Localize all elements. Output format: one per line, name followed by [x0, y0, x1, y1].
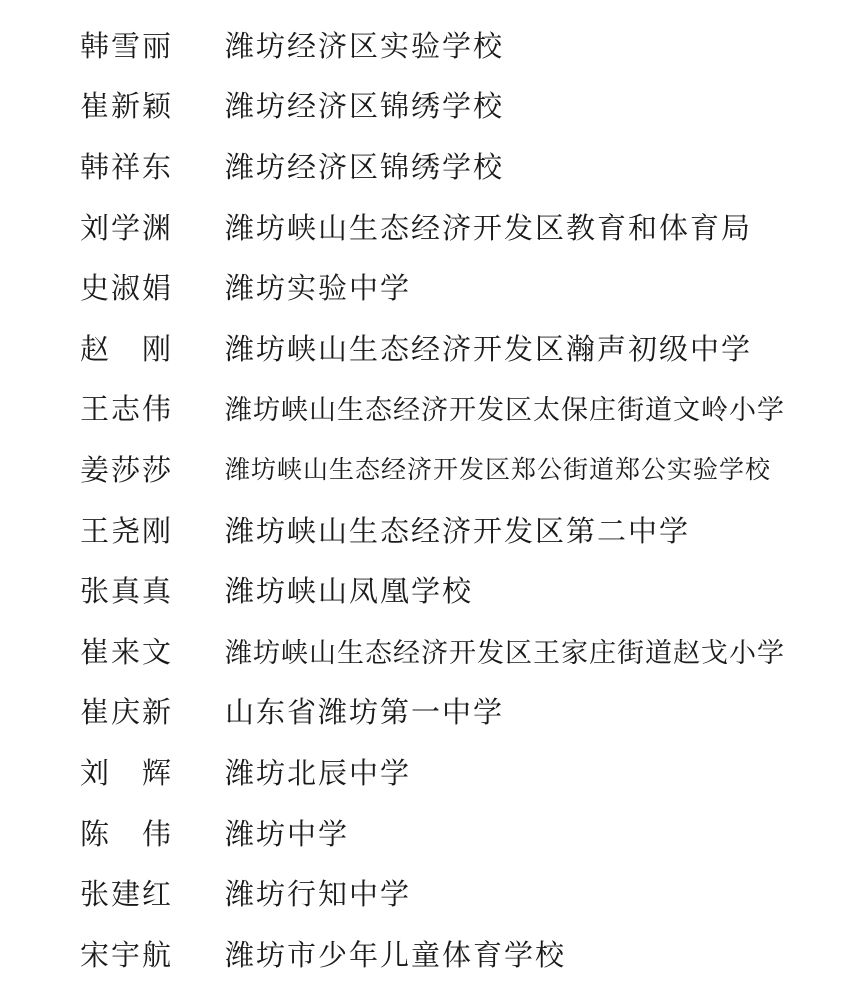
organization-name: 潍坊中学: [225, 816, 350, 851]
list-item: [0, 681, 848, 742]
list-item: [0, 620, 848, 681]
list-item: [0, 802, 848, 863]
organization-name: 潍坊经济区实验学校: [225, 28, 505, 63]
list-item: [0, 438, 848, 499]
organization-name: 潍坊经济区锦绣学校: [225, 149, 505, 184]
organization-name: 潍坊峡山生态经济开发区瀚声初级中学: [225, 331, 753, 366]
person-name: 崔新颖: [80, 89, 174, 124]
list-item: [0, 317, 848, 378]
organization-name: 潍坊行知中学: [225, 877, 412, 912]
list-item: [0, 559, 848, 620]
organization-name: 潍坊经济区锦绣学校: [225, 89, 505, 124]
person-name: 刘 辉: [80, 755, 174, 790]
person-name: 张建红: [80, 877, 174, 912]
list-item: [0, 256, 848, 317]
person-name: 赵 刚: [80, 331, 174, 366]
list-item: [0, 14, 848, 75]
person-name: 韩雪丽: [80, 28, 174, 63]
organization-name: 潍坊峡山生态经济开发区教育和体育局: [225, 210, 753, 245]
organization-name: 潍坊峡山生态经济开发区郑公街道郑公实验学校: [225, 455, 772, 485]
organization-name: 潍坊峡山生态经济开发区王家庄街道赵戈小学: [225, 637, 785, 669]
person-name: 崔庆新: [80, 695, 174, 730]
organization-name: 山东省潍坊第一中学: [225, 695, 505, 730]
person-name: 张真真: [80, 574, 174, 609]
person-name: 刘学渊: [80, 210, 174, 245]
list-item: [0, 135, 848, 196]
person-name: 韩祥东: [80, 149, 174, 184]
list-item: [0, 923, 848, 984]
person-name: 史淑娟: [80, 271, 174, 306]
person-name: 王尧刚: [80, 513, 174, 548]
person-name: 姜莎莎: [80, 452, 174, 487]
organization-name: 潍坊北辰中学: [225, 755, 412, 790]
person-name: 王志伟: [80, 392, 174, 427]
list-item: [0, 862, 848, 923]
list-item: [0, 75, 848, 136]
list-item: [0, 196, 848, 257]
person-name: 宋宇航: [80, 937, 174, 972]
person-name: 崔来文: [80, 634, 174, 669]
list-item: [0, 378, 848, 439]
list-item: [0, 499, 848, 560]
organization-name: 潍坊市少年儿童体育学校: [225, 937, 567, 972]
list-item: [0, 741, 848, 802]
organization-name: 潍坊实验中学: [225, 271, 412, 306]
organization-name: 潍坊峡山生态经济开发区第二中学: [225, 513, 691, 548]
organization-name: 潍坊峡山生态经济开发区太保庄街道文岭小学: [225, 395, 785, 427]
organization-name: 潍坊峡山凤凰学校: [225, 574, 474, 609]
person-name: 陈 伟: [80, 816, 174, 851]
